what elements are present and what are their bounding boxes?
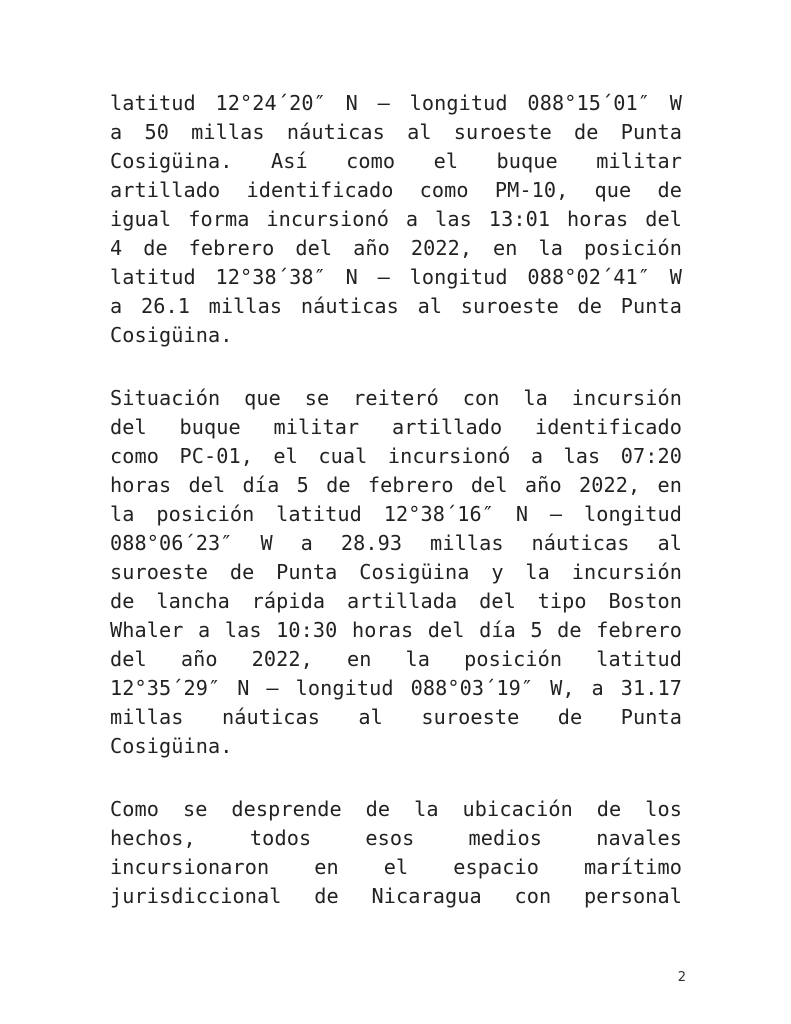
text-line: 4 de febrero del año 2022, en la posición [110, 236, 682, 260]
text-line: jurisdiccional de Nicaragua con personal [110, 884, 682, 908]
paragraph-3 [110, 795, 682, 911]
text-line: a 50 millas náuticas al suroeste de Punta [110, 120, 682, 144]
text-line: del buque militar artillado identificado [110, 415, 682, 439]
text-line: 12°35´29″ N – longitud 088°03´19″ W, a 31.17 [110, 676, 682, 700]
text-line: millas náuticas al suroeste de Punta [110, 705, 682, 729]
text-line: latitud 12°38´38″ N – longitud 088°02´41″ W [110, 265, 682, 289]
text-line: Como se desprende de la ubicación de los [110, 797, 682, 821]
text-line: igual forma incursionó a las 13:01 horas del [110, 207, 682, 231]
paragraph-1 [110, 89, 682, 350]
text-line: incursionaron en el espacio marítimo [110, 855, 682, 879]
text-line: latitud 12°24´20″ N – longitud 088°15´01″ W [110, 91, 682, 115]
text-line: Cosigüina. Así como el buque militar [110, 149, 682, 173]
text-line: Cosigüina. [110, 734, 233, 758]
text-line: como PC-01, el cual incursionó a las 07:20 [110, 444, 682, 468]
paragraph-2 [110, 384, 682, 761]
text-line: hechos, todos esos medios navales [110, 826, 682, 850]
text-line: 088°06´23″ W a 28.93 millas náuticas al [110, 531, 682, 555]
text-line: de lancha rápida artillada del tipo Boston [110, 589, 682, 613]
text-line: horas del día 5 de febrero del año 2022, en [110, 473, 682, 497]
text-line: artillado identificado como PM-10, que de [110, 178, 682, 202]
text-line: Situación que se reiteró con la incursión [110, 386, 682, 410]
text-line: Cosigüina. [110, 323, 233, 347]
text-line: a 26.1 millas náuticas al suroeste de Punta [110, 294, 682, 318]
text-line: suroeste de Punta Cosigüina y la incursión [110, 560, 682, 584]
text-line: Whaler a las 10:30 horas del día 5 de febrero [110, 618, 682, 642]
text-line: del año 2022, en la posición latitud [110, 647, 682, 671]
text-line: la posición latitud 12°38´16″ N – longitud [110, 502, 682, 526]
page-number: 2 [677, 970, 686, 985]
